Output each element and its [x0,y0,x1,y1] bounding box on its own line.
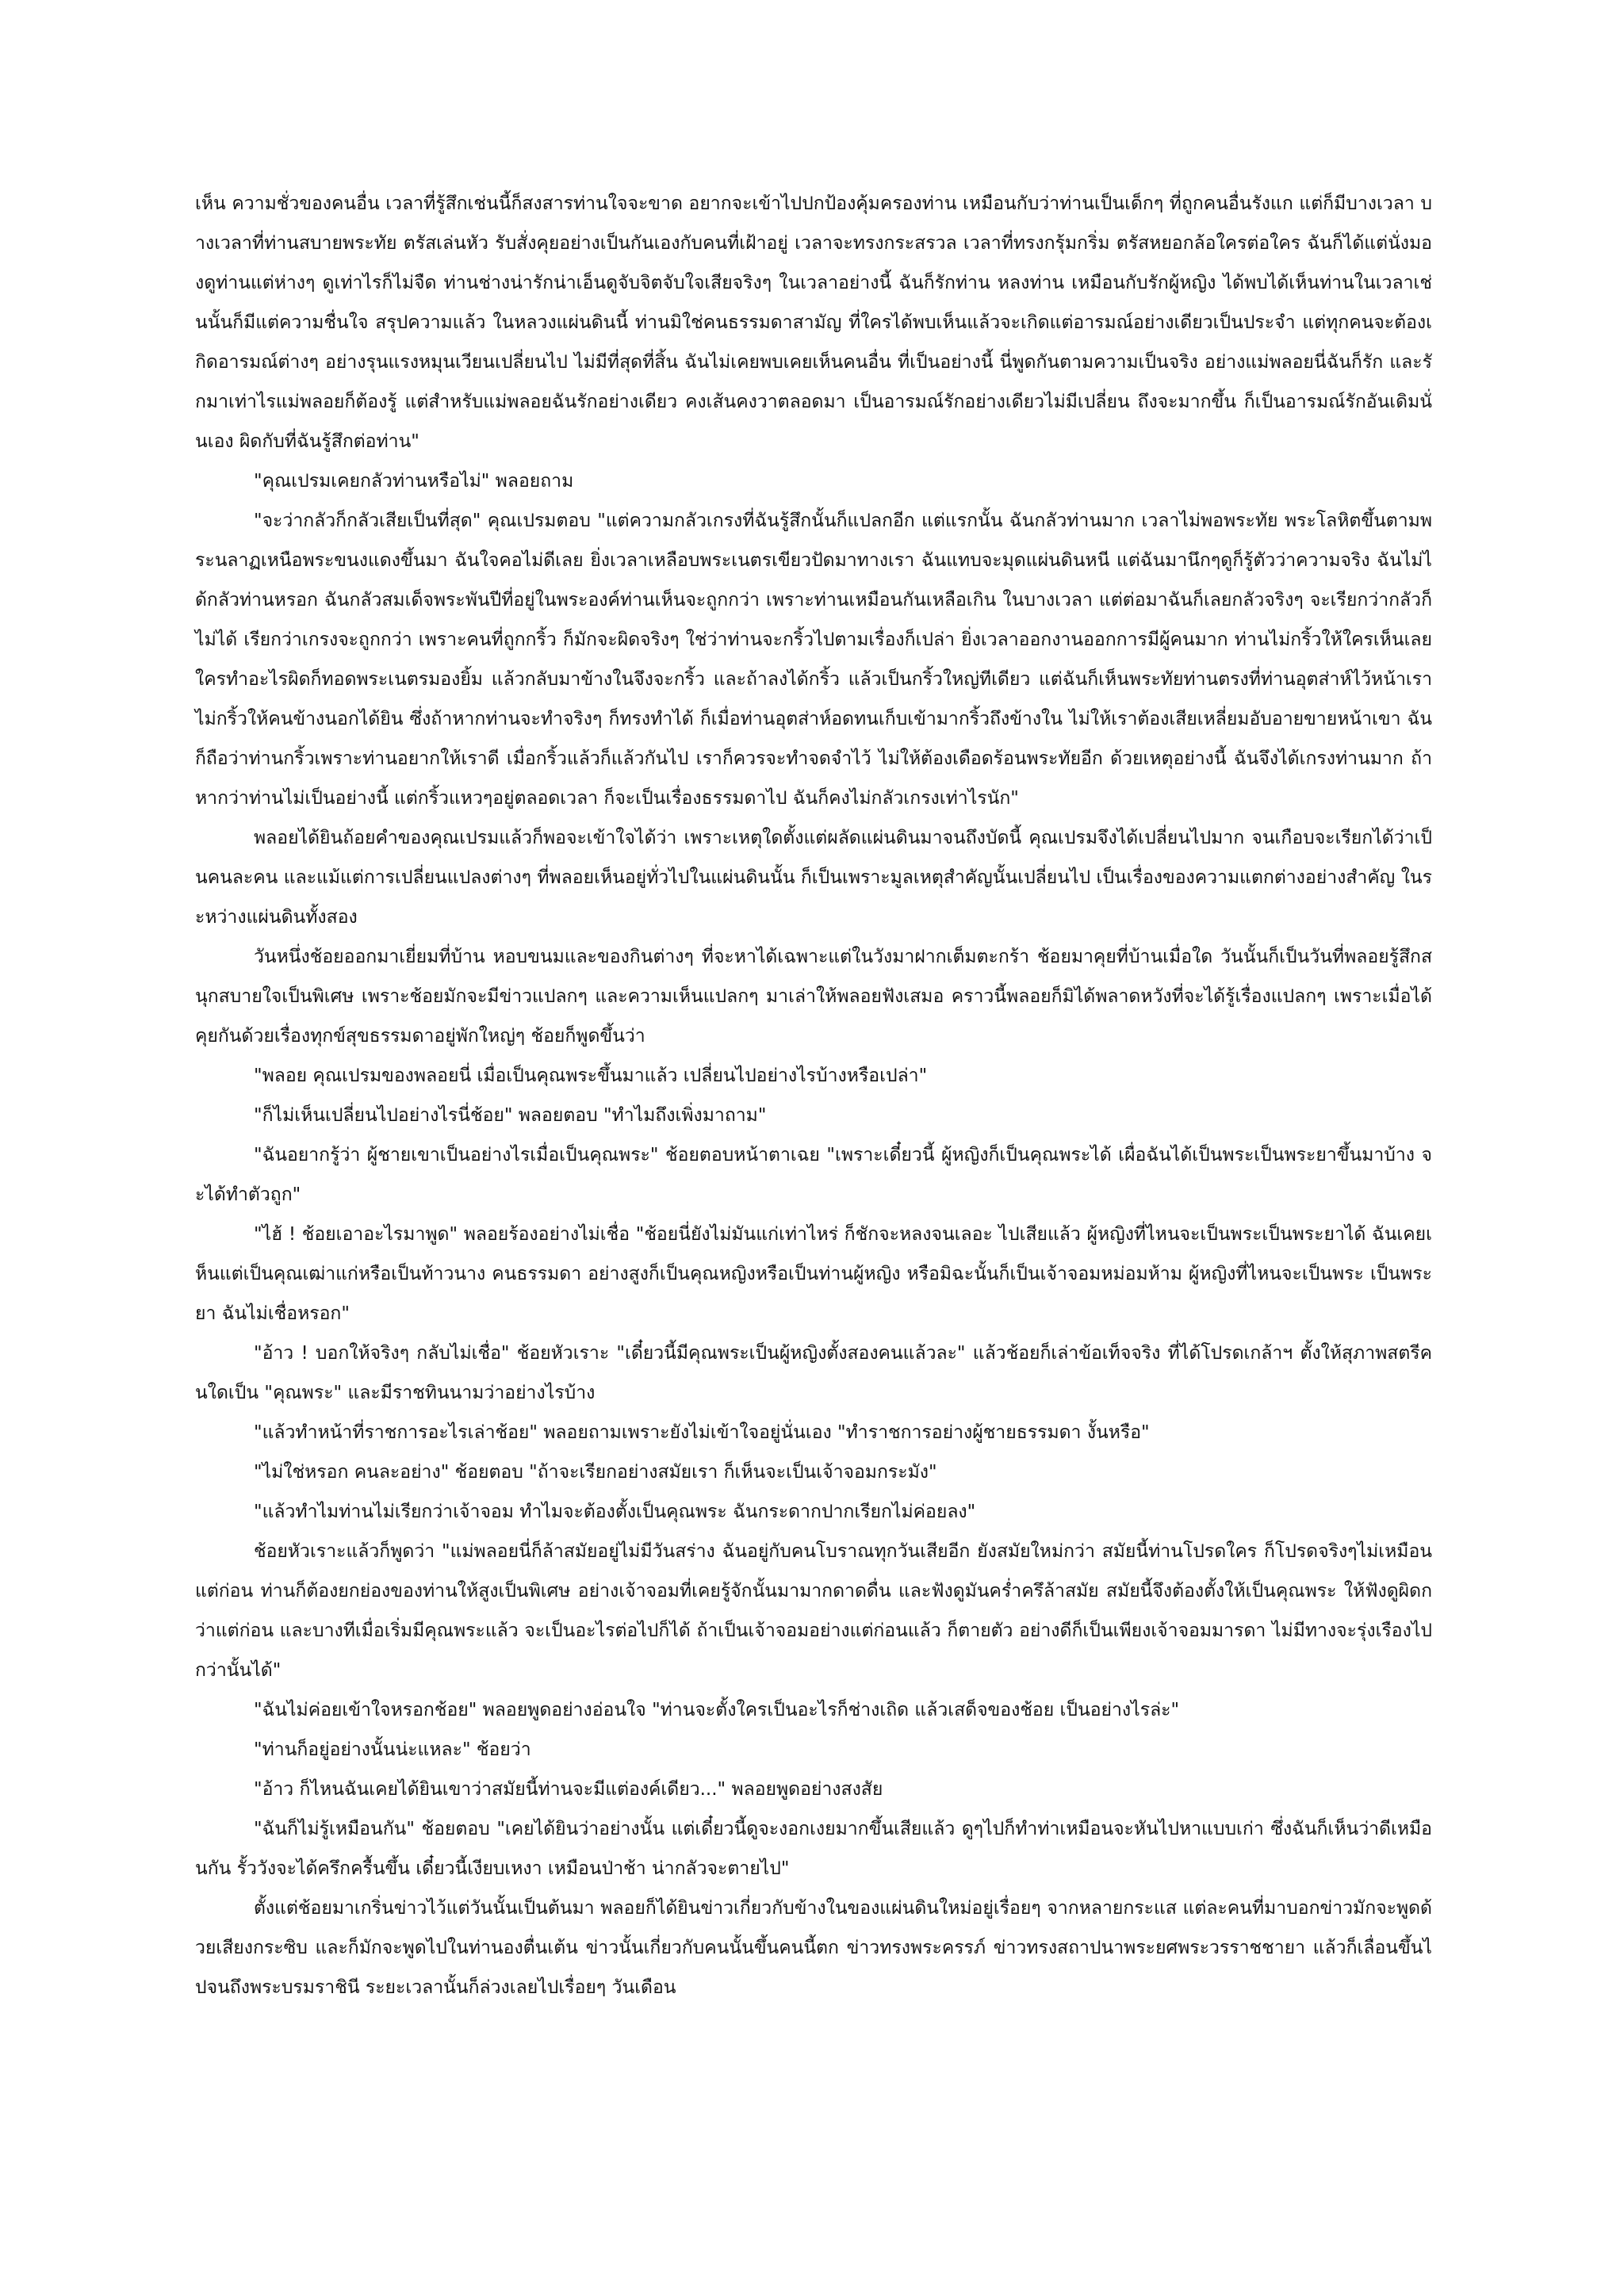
paragraph: "แล้วทำหน้าที่ราชการอะไรเล่าช้อย" พลอยถามเพราะยังไม่เข้าใจอยู่นั่นเอง "ทำราชการอย่างผู้ชายธรรมดา งั้นหรือ" [254,1422,1150,1443]
paragraph: "จะว่ากลัวก็กลัวเสียเป็นที่สุด" คุณเปรมตอบ "แต่ความกลัวเกรงที่ฉันรู้สึกนั้นก็แปลกอีก แต่แรกนั้น ฉันกลัวท่านมาก เวลาไม่พอพระทัย พระโลหิตขึ้นตามพระนลาฏเหนือพระขนงแดงขึ้นมา ฉันใจคอไม่ดีเลย ยิ่งเวลาเหลือบพระเนตรเขียวปัดมาทางเรา ฉันแทบจะมุดแผ่นดินหนี แต่ฉันมานึกๆดูก็รู้ตัวว่าความจริง ฉันไม่ได้กลัวท่านหรอก ฉันกลัวสมเด็จพระพันปีที่อยู่ในพระองค์ท่านเห็นจะถูกกว่า เพราะท่านเหมือนกันเหลือเกิน ในบางเวลา แต่ต่อมาฉันก็เลยกลัวจริงๆ จะเรียกว่ากลัวก็ไม่ได้ เรียกว่าเกรงจะถูกกว่า เพราะคนที่ถูกกริ้ว ก็มักจะผิดจริงๆ ใช่ว่าท่านจะกริ้วไปตามเรื่องก็เปล่า ยิ่งเวลาออกงานออกการมีผู้คนมาก ท่านไม่กริ้วให้ใครเห็นเลย ใครทำอะไรผิดก็ทอดพระเนตรมองยิ้ม แล้วกลับมาข้างในจึงจะกริ้ว และถ้าลงได้กริ้ว แล้วเป็นกริ้วใหญ่ทีเดียว แต่ฉันก็เห็นพระทัยท่านตรงที่ท่านอุตส่าห์ไว้หน้าเรา ไม่กริ้วให้คนข้างนอกได้ยิน ซึ่งถ้าหากท่านจะทำจริงๆ ก็ทรงทำได้ ก็เมื่อท่านอุตส่าห์อดทนเก็บเข้ามากริ้วถึงข้างใน ไม่ให้เราต้องเสียเหลี่ยมอับอายขายหน้าเขา ฉันก็ถือว่าท่านกริ้วเพราะท่านอยากให้เราดี เมื่อกริ้วแล้วก็แล้วกันไป เราก็ควรจะทำจดจำไว้ ไม่ให้ต้องเดือดร้อนพระทัยอีก ด้วยเหตุอย่างนี้ ฉันจึงได้เกรงท่านมาก ถ้าหากว่าท่านไม่เป็นอย่างนี้ แต่กริ้วแหวๆอยู่ตลอดเวลา ก็จะเป็นเรื่องธรรมดาไป ฉันก็คงไม่กลัวเกรงเท่าไรนัก" [195,511,1432,809]
document-page [195,184,1432,2007]
paragraph: "พลอย คุณเปรมของพลอยนี่ เมื่อเป็นคุณพระขึ้นมาแล้ว เปลี่ยนไปอย่างไรบ้างหรือเปล่า" [254,1066,928,1086]
paragraph: ช้อยหัวเราะแล้วก็พูดว่า "แม่พลอยนี่ก็ล้าสมัยอยู่ไม่มีวันสร่าง ฉันอยู่กับคนโบราณทุกวันเสียอีก ยังสมัยใหม่กว่า สมัยนี้ท่านโปรดใคร ก็โปรดจริงๆไม่เหมือนแต่ก่อน ท่านก็ต้องยกย่องของท่านให้สูงเป็นพิเศษ อย่างเจ้าจอมที่เคยรู้จักนั้นมามากดาดดื่น และฟังดูมันคร่ำครึล้าสมัย สมัยนี้จึงต้องตั้งให้เป็นคุณพระ ให้ฟังดูผิดกว่าแต่ก่อน และบางทีเมื่อเริ่มมีคุณพระแล้ว จะเป็นอะไรต่อไปก็ได้ ถ้าเป็นเจ้าจอมอย่างแต่ก่อนแล้ว ก็ตายตัว อย่างดีก็เป็นเพียงเจ้าจอมมารดา ไม่มีทางจะรุ่งเรืองไปกว่านั้นได้" [195,1541,1432,1681]
paragraph: "แล้วทำไมท่านไม่เรียกว่าเจ้าจอม ทำไมจะต้องตั้งเป็นคุณพระ ฉันกระดากปากเรียกไม่ค่อยลง" [254,1502,976,1522]
paragraph: "ไฮ้ ! ช้อยเอาอะไรมาพูด" พลอยร้องอย่างไม่เชื่อ "ช้อยนี่ยังไม่มันแก่เท่าไหร่ ก็ชักจะหลงจนเลอะ ไปเสียแล้ว ผู้หญิงที่ไหนจะเป็นพระเป็นพระยาได้ ฉันเคยเห็นแต่เป็นคุณเฒ่าแก่หรือเป็นท้าวนาง คนธรรมดา อย่างสูงก็เป็นคุณหญิงหรือเป็นท่านผู้หญิง หรือมิฉะนั้นก็เป็นเจ้าจอมหม่อมห้าม ผู้หญิงที่ไหนจะเป็นพระ เป็นพระยา ฉันไม่เชื่อหรอก" [195,1224,1432,1324]
paragraph: "ฉันอยากรู้ว่า ผู้ชายเขาเป็นอย่างไรเมื่อเป็นคุณพระ" ช้อยตอบหน้าตาเฉย "เพราะเดี๋ยวนี้ ผู้หญิงก็เป็นคุณพระได้ เผื่อฉันได้เป็นพระเป็นพระยาขึ้นมาบ้าง จะได้ทำตัวถูก" [195,1145,1432,1205]
paragraph: วันหนึ่งช้อยออกมาเยี่ยมที่บ้าน หอบขนมและของกินต่างๆ ที่จะหาได้เฉพาะแต่ในวังมาฝากเต็มตะกร้า ช้อยมาคุยที่บ้านเมื่อใด วันนั้นก็เป็นวันที่พลอยรู้สึกสนุกสบายใจเป็นพิเศษ เพราะช้อยมักจะมีข่าวแปลกๆ และความเห็นแปลกๆ มาเล่าให้พลอยฟังเสมอ คราวนี้พลอยก็มิได้พลาดหวังที่จะได้รู้เรื่องแปลกๆ เพราะเมื่อได้คุยกันด้วยเรื่องทุกข์สุขธรรมดาอยู่พักใหญ่ๆ ช้อยก็พูดขึ้นว่า [195,947,1432,1047]
paragraph: ตั้งแต่ช้อยมาเกริ่นข่าวไว้แต่วันนั้นเป็นต้นมา พลอยก็ได้ยินข่าวเกี่ยวกับข้างในของแผ่นดินใหม่อยู่เรื่อยๆ จากหลายกระแส แต่ละคนที่มาบอกข่าวมักจะพูดด้วยเสียงกระซิบ และก็มักจะพูดไปในท่านองตื่นเต้น ข่าวนั้นเกี่ยวกับคนนั้นขึ้นคนนี้ตก ข่าวทรงพระครรภ์ ข่าวทรงสถาปนาพระยศพระวรราชชายา แล้วก็เลื่อนขึ้นไปจนถึงพระบรมราชินี ระยะเวลานั้นก็ล่วงเลยไปเรื่อยๆ วันเดือน [195,1898,1432,1998]
paragraph: "ท่านก็อยู่อย่างนั้นน่ะแหละ" ช้อยว่า [254,1739,531,1760]
paragraph: "อ้าว ! บอกให้จริงๆ กลับไม่เชื่อ" ช้อยหัวเราะ "เดี๋ยวนี้มีคุณพระเป็นผู้หญิงตั้งสองคนแล้วละ" แล้วช้อยก็เล่าข้อเท็จจริง ที่ได้โปรดเกล้าฯ ตั้งให้สุภาพสตรีคนใดเป็น "คุณพระ" และมีราชทินนามว่าอย่างไรบ้าง [195,1343,1432,1403]
paragraph: "อ้าว ก็ไหนฉันเคยได้ยินเขาว่าสมัยนี้ท่านจะมีแต่องค์เดียว..." พลอยพูดอย่างสงสัย [254,1779,883,1800]
paragraph: "ฉันก็ไม่รู้เหมือนกัน" ช้อยตอบ "เคยได้ยินว่าอย่างนั้น แต่เดี๋ยวนี้ดูจะงอกเงยมากขึ้นเสียแล้ว ดูๆไปก็ทำท่าเหมือนจะหันไปหาแบบเก่า ซึ่งฉันก็เห็นว่าดีเหมือนกัน รั้ววังจะได้ครึกครื้นขึ้น เดี๋ยวนี้เงียบเหงา เหมือนป่าช้า น่ากลัวจะตายไป" [195,1819,1432,1879]
paragraph: "คุณเปรมเคยกลัวท่านหรือไม่" พลอยถาม [254,471,574,492]
paragraph: เห็น ความชั่วของคนอื่น เวลาที่รู้สึกเช่นนี้ก็สงสารท่านใจจะขาด อยากจะเข้าไปปกป้องคุ้มครองท่าน เหมือนกับว่าท่านเป็นเด็กๆ ที่ถูกคนอื่นรังแก แต่ก็มีบางเวลา บางเวลาที่ท่านสบายพระทัย ตรัสเล่นหัว รับสั่งคุยอย่างเป็นกันเองกับคนที่เฝ้าอยู่ เวลาจะทรงกระสรวล เวลาที่ทรงกรุ้มกริ่ม ตรัสหยอกล้อใครต่อใคร ฉันก็ได้แต่นั่งมองดูท่านแต่ห่างๆ ดูเท่าไรก็ไม่จืด ท่านช่างน่ารักน่าเอ็นดูจับจิตจับใจเสียจริงๆ ในเวลาอย่างนี้ ฉันก็รักท่าน หลงท่าน เหมือนกับรักผู้หญิง ได้พบได้เห็นท่านในเวลาเช่นนั้นก็มีแต่ความชื่นใจ สรุปความแล้ว ในหลวงแผ่นดินนี้ ท่านมิใช่คนธรรมดาสามัญ ที่ใครได้พบเห็นแล้วจะเกิดแต่อารมณ์อย่างเดียวเป็นประจำ แต่ทุกคนจะต้องเกิดอารมณ์ต่างๆ อย่างรุนแรงหมุนเวียนเปลี่ยนไป ไม่มีที่สุดที่สิ้น ฉันไม่เคยพบเคยเห็นคนอื่น ที่เป็นอย่างนี้ นี่พูดกันตามความเป็นจริง อย่างแม่พลอยนี่ฉันก็รัก และรักมาเท่าไรแม่พลอยก็ต้องรู้ แต่สำหรับแม่พลอยฉันรักอย่างเดียว คงเส้นคงวาตลอดมา เป็นอารมณ์รักอย่างเดียวไม่มีเปลี่ยน ถึงจะมากขึ้น ก็เป็นอารมณ์รักอันเดิมนั่นเอง ผิดกับที่ฉันรู้สึกต่อท่าน" [195,193,1432,452]
paragraph: พลอยได้ยินถ้อยคำของคุณเปรมแล้วก็พอจะเข้าใจได้ว่า เพราะเหตุใดตั้งแต่ผลัดแผ่นดินมาจนถึงบัดนี้ คุณเปรมจึงได้เปลี่ยนไปมาก จนเกือบจะเรียกได้ว่าเป็นคนละคน และแม้แต่การเปลี่ยนแปลงต่างๆ ที่พลอยเห็นอยู่ทั่วไปในแผ่นดินนั้น ก็เป็นเพราะมูลเหตุสำคัญนั้นเปลี่ยนไป เป็นเรื่องของความแตกต่างอย่างสำคัญ ในระหว่างแผ่นดินทั้งสอง [195,828,1432,928]
paragraph: "ไม่ใช่หรอก คนละอย่าง" ช้อยตอบ "ถ้าจะเรียกอย่างสมัยเรา ก็เห็นจะเป็นเจ้าจอมกระมัง" [254,1462,937,1483]
paragraph: "ฉันไม่ค่อยเข้าใจหรอกช้อย" พลอยพูดอย่างอ่อนใจ "ท่านจะตั้งใครเป็นอะไรก็ช่างเถิด แล้วเสด็จของช้อย เป็นอย่างไรล่ะ" [254,1700,1180,1720]
paragraph: "ก็ไม่เห็นเปลี่ยนไปอย่างไรนี่ช้อย" พลอยตอบ "ทำไมถึงเพิ่งมาถาม" [254,1105,767,1126]
